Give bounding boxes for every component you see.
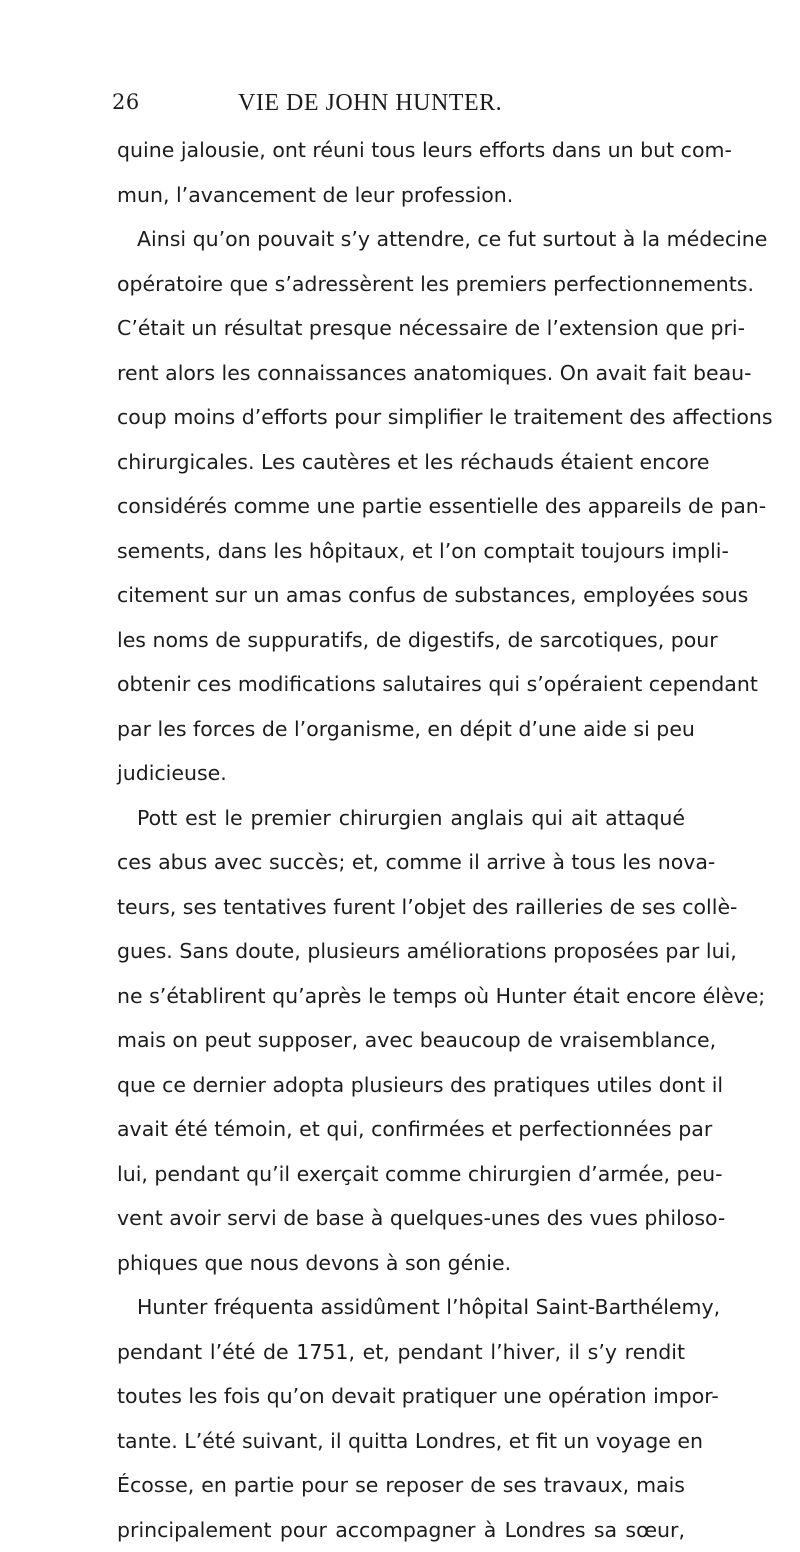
page-number: 26 — [112, 90, 140, 114]
text-line: mun, l’avancement de leur profession. — [117, 173, 685, 218]
body-text — [117, 128, 685, 1552]
text-line: ces abus avec succès; et, comme il arrive à tous les nova- — [117, 840, 685, 885]
text-line: lui, pendant qu’il exerçait comme chirurgien d’armée, peu- — [117, 1152, 685, 1197]
text-line: considérés comme une partie essentielle des appareils de pan- — [117, 484, 685, 529]
text-line: chirurgicales. Les cautères et les réchauds étaient encore — [117, 440, 685, 485]
text-line: quine jalousie, ont réuni tous leurs efforts dans un but com- — [117, 128, 685, 173]
text-line: citement sur un amas confus de substances, employées sous — [117, 573, 685, 618]
text-line: judicieuse. — [117, 751, 685, 796]
text-line: Ainsi qu’on pouvait s’y attendre, ce fut surtout à la médecine — [117, 217, 685, 262]
text-line: mais on peut supposer, avec beaucoup de vraisemblance, — [117, 1018, 685, 1063]
text-line: Pott est le premier chirurgien anglais qui ait attaqué — [117, 796, 685, 841]
text-line: pendant l’été de 1751, et, pendant l’hiver, il s’y rendit — [117, 1330, 685, 1375]
text-line: ne s’établirent qu’après le temps où Hunter était encore élève; — [117, 974, 685, 1019]
text-line: teurs, ses tentatives furent l’objet des railleries de ses collè- — [117, 885, 685, 930]
text-line: sements, dans les hôpitaux, et l’on comptait toujours impli- — [117, 529, 685, 574]
text-line: C’était un résultat presque nécessaire de l’extension que pri- — [117, 306, 685, 351]
text-line: tante. L’été suivant, il quitta Londres, et fit un voyage en — [117, 1419, 685, 1464]
text-line: avait été témoin, et qui, confirmées et perfectionnées par — [117, 1107, 685, 1152]
text-line: obtenir ces modifications salutaires qui s’opéraient cependant — [117, 662, 685, 707]
page-header — [112, 90, 712, 124]
text-line: gues. Sans doute, plusieurs améliorations proposées par lui, — [117, 929, 685, 974]
running-title: VIE DE JOHN HUNTER. — [238, 90, 502, 117]
text-line: opératoire que s’adressèrent les premiers perfectionnements. — [117, 262, 685, 307]
text-line: phiques que nous devons à son génie. — [117, 1241, 685, 1286]
text-line: toutes les fois qu’on devait pratiquer une opération impor- — [117, 1374, 685, 1419]
text-line: principalement pour accompagner à Londres sa sœur, — [117, 1508, 685, 1552]
text-line: Hunter fréquenta assidûment l’hôpital Saint-Barthélemy, — [117, 1285, 685, 1330]
text-line: coup moins d’efforts pour simplifier le traitement des affections — [117, 395, 685, 440]
text-line: que ce dernier adopta plusieurs des pratiques utiles dont il — [117, 1063, 685, 1108]
text-line: vent avoir servi de base à quelques-unes des vues philoso- — [117, 1196, 685, 1241]
text-line: rent alors les connaissances anatomiques. On avait fait beau- — [117, 351, 685, 396]
text-line: par les forces de l’organisme, en dépit d’une aide si peu — [117, 707, 685, 752]
text-line: les noms de suppuratifs, de digestifs, de sarcotiques, pour — [117, 618, 685, 663]
text-line: Écosse, en partie pour se reposer de ses travaux, mais — [117, 1463, 685, 1508]
